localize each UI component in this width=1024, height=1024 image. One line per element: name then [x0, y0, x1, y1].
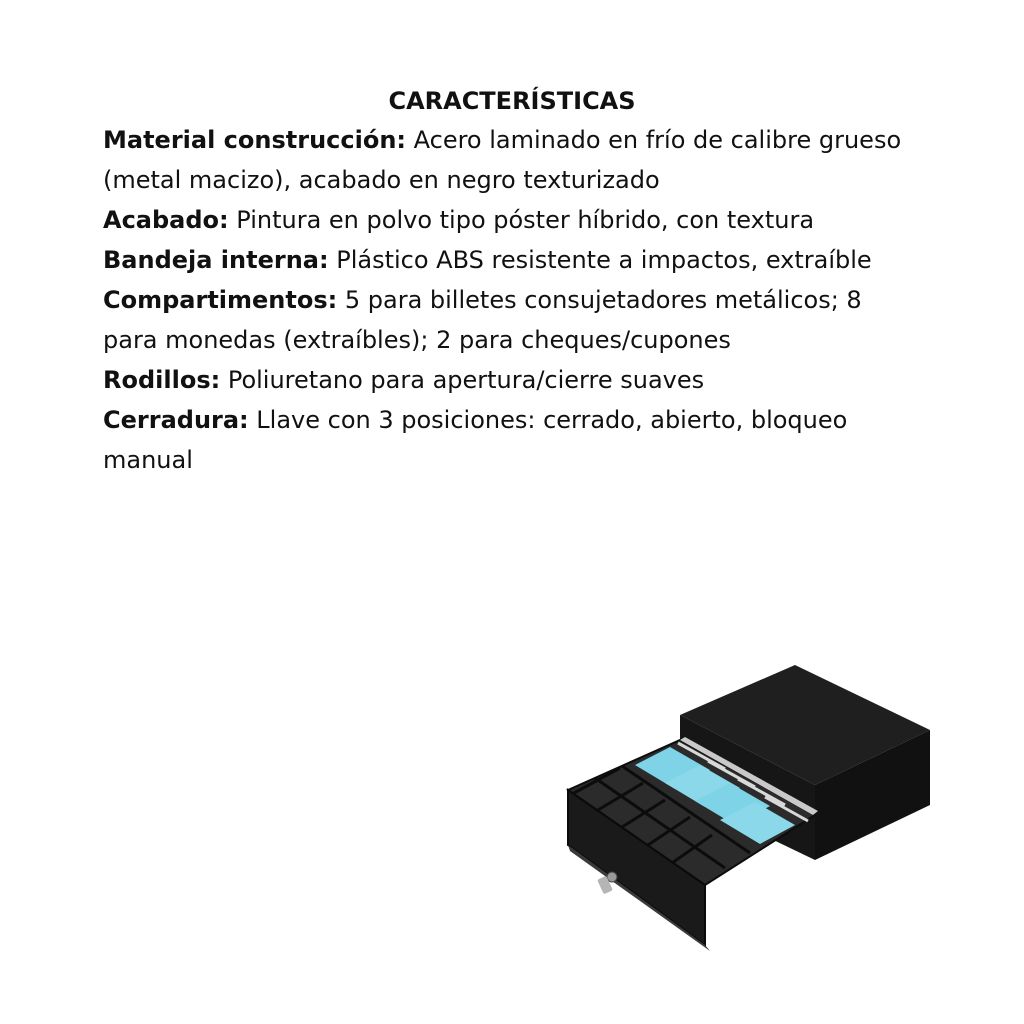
spec-value: Poliuretano para apertura/cierre suaves [220, 366, 705, 394]
page-title: CARACTERÍSTICAS [388, 87, 636, 115]
spec-value: Acero laminado en frío de calibre grueso (metal macizo), acabado en negro texturizado [103, 126, 902, 194]
spec-list [103, 120, 903, 480]
spec-label: Cerradura: [103, 406, 249, 434]
spec-label: Rodillos: [103, 366, 221, 394]
cash-drawer-image [560, 655, 950, 965]
spec-compartimentos [103, 280, 903, 360]
spec-label: Material construcción: [103, 126, 406, 154]
cash-drawer-icon [560, 655, 950, 965]
spec-acabado [103, 200, 903, 240]
spec-value: 5 para billetes consujetadores metálicos; 8 para monedas (extraíbles); 2 para cheques/cupones [103, 286, 862, 354]
spec-label: Acabado: [103, 206, 229, 234]
spec-bandeja [103, 240, 903, 280]
spec-value: Pintura en polvo tipo póster híbrido, con textura [228, 206, 815, 234]
spec-cerradura [103, 400, 903, 480]
spec-label: Bandeja interna: [103, 246, 329, 274]
spec-material [103, 120, 903, 200]
spec-value: Plástico ABS resistente a impactos, extraíble [328, 246, 872, 274]
spec-label: Compartimentos: [103, 286, 338, 314]
spec-value: Llave con 3 posiciones: cerrado, abierto, bloqueo manual [103, 406, 848, 474]
spec-rodillos [103, 360, 903, 400]
